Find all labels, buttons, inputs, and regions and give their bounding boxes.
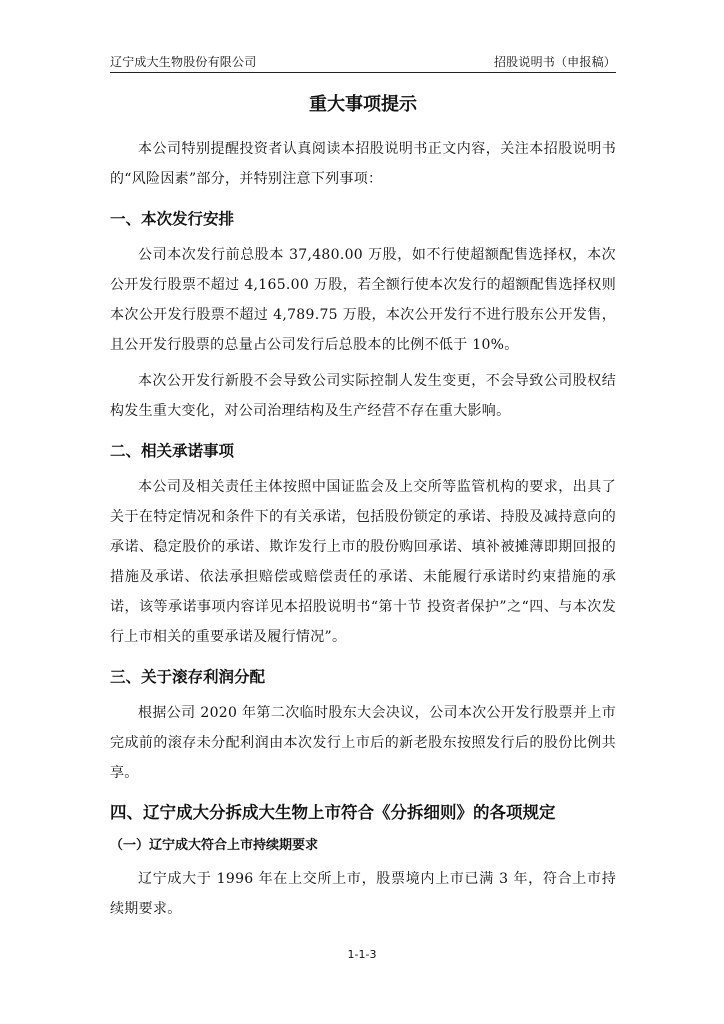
section-paragraph: 本次公开发行新股不会导致公司实际控制人发生变更，不会导致公司股权结构发生重大变化，对公司治理结构及生产经营不存在重大影响。 [110, 373, 616, 419]
section-paragraph: 本公司及相关责任主体按照中国证监会及上交所等监管机构的要求，出具了关于在特定情况和条件下的有关承诺，包括股份锁定的承诺、持股及减持意向的承诺、稳定股价的承诺、欺诈发行上市的股份购回承诺、填补被摊薄即期回报的措施及承诺、依法承担赔偿或赔偿责任的承诺、未能履行承诺时约束措施的承诺，该等承诺事项内容详见本招股说明书“第十节 投资者保护”之“四、与本次发行上市相关的重要承诺及履行情况”。 [110, 479, 616, 645]
section-heading: 一、本次发行安排 [110, 210, 235, 228]
section-heading: 四、辽宁成大分拆成大生物上市符合《分拆细则》的各项规定 [110, 803, 556, 822]
section-paragraph: 公司本次发行前总股本 37,480.00 万股，如不行使超额配售选择权，本次公开发行股票不超过 4,165.00 万股，若全额行使本次发行的超额配售选择权则本次公开发行股票不超过 4,789.75 万股，本次公开发行不进行股东公开发售，且公开发行股票的总量占公司发行后总股本的比例不低于 10%。 [110, 247, 616, 353]
section-spinoff-compliance [110, 800, 616, 924]
intro-paragraph: 本公司特别提醒投资者认真阅读本招股说明书正文内容，关注本招股说明书的“风险因素”部分，并特别注意下列事项： [110, 141, 616, 187]
section-paragraph: 辽宁成大于 1996 年在上交所上市，股票境内上市已满 3 年，符合上市持续期要求。 [110, 871, 616, 917]
header-company-name: 辽宁成大生物股份有限公司 [110, 55, 257, 69]
page-header [110, 52, 616, 70]
section-heading: 三、关于滚存利润分配 [110, 668, 266, 686]
page-title: 重大事项提示 [309, 94, 417, 115]
section-retained-earnings [110, 664, 616, 788]
header-divider [110, 72, 616, 73]
header-document-type: 招股说明书（申报稿） [493, 55, 616, 69]
document-body [110, 92, 616, 924]
section-issuance-arrangement [110, 206, 616, 426]
section-heading: 二、相关承诺事项 [110, 442, 235, 460]
page-number: 1-1-3 [347, 948, 377, 961]
section-commitments [110, 438, 616, 652]
section-paragraph: 根据公司 2020 年第二次临时股东大会决议，公司本次公开发行股票并上市完成前的滚存未分配利润由本次发行上市后的新老股东按照发行后的股份比例共享。 [110, 705, 616, 781]
subsection-heading: （一）辽宁成大符合上市持续期要求 [110, 838, 319, 853]
